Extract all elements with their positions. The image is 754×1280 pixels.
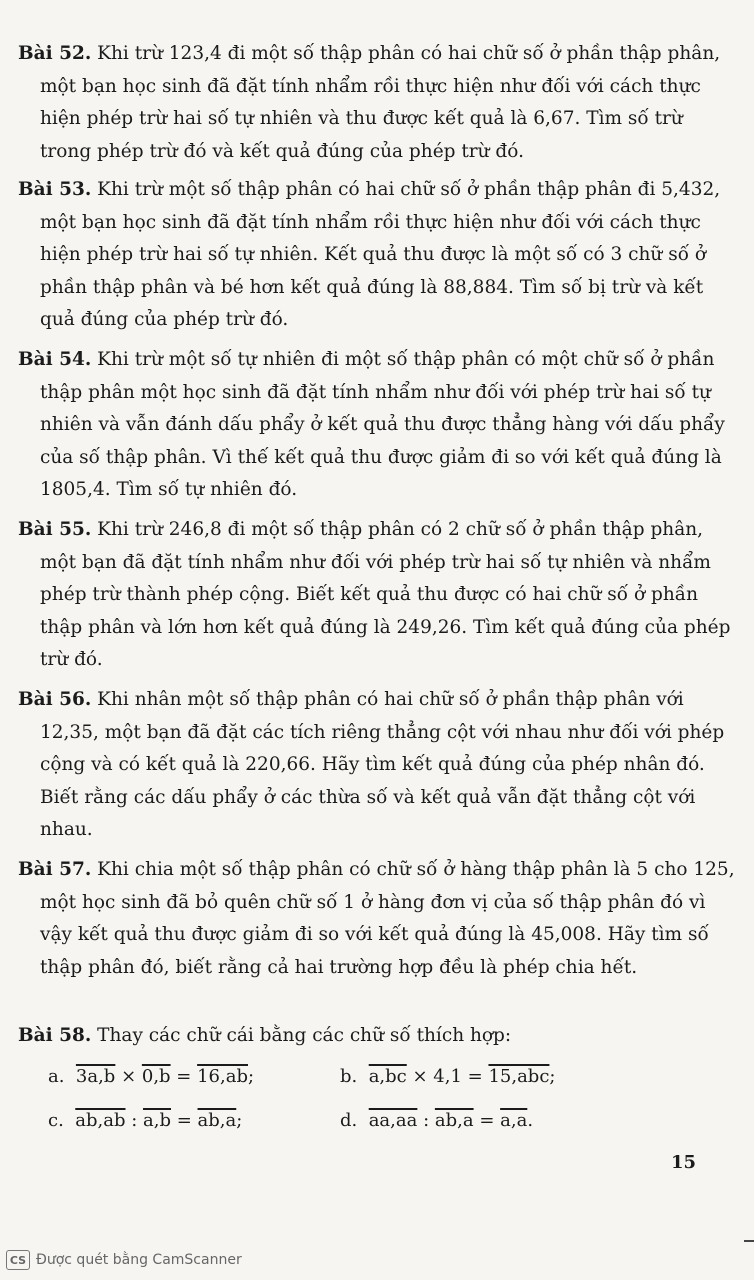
edge-mark [744,1240,754,1242]
overlined-number: ab,ab [75,1110,126,1131]
watermark-text: Được quét bằng CamScanner [36,1252,242,1268]
overlined-number: ab,a [434,1110,474,1131]
problem-text: Thay các chữ cái bằng các chữ số thích hợp: [97,1025,512,1046]
overlined-number: 16,ab [197,1066,248,1087]
overlined-number: a,bc [368,1066,407,1087]
problem-52 [18,38,736,168]
equation-a: a. 3a,b × 0,b = 16,ab; [48,1066,255,1087]
problem-55 [18,514,736,677]
overlined-number: aa,aa [368,1110,418,1131]
problem-label: Bài 55. [18,519,92,540]
problem-text: Khi trừ 123,4 đi một số thập phân có hai chữ số ở phần thập phân, một bạn học sinh đã đặt tính nhẩm rồi thực hiện như đối với cách thực hiện phép trừ hai số tự nhiên và thu được kết quả là 6,67. Tìm số trừ trong phép trừ đó và kết quả đúng của phép trừ đó. [40,43,721,162]
problem-53 [18,174,736,337]
overlined-number: 3a,b [75,1066,116,1087]
problem-56 [18,684,736,847]
overlined-number: 15,abc [488,1066,550,1087]
problem-label: Bài 56. [18,689,92,710]
problem-text: Khi trừ một số thập phân có hai chữ số ở phần thập phân đi 5,432, một bạn học sinh đã đặt tính nhẩm rồi thực hiện như đối với cách thực hiện phép trừ hai số tự nhiên. Kết quả thu được là một số có 3 chữ số ở phần thập phân và bé hơn kết quả đúng là 88,884. Tìm số bị trừ và kết quả đúng của phép trừ đó. [40,179,721,330]
problem-text: Khi trừ 246,8 đi một số thập phân có 2 chữ số ở phần thập phân, một bạn đã đặt tính nhẩm như đối với phép trừ hai số tự nhiên và nhẩm phép trừ thành phép cộng. Biết kết quả thu được có hai chữ số ở phần thập phân và lớn hơn kết quả đúng là 249,26. Tìm kết quả đúng của phép trừ đó. [40,519,731,670]
overlined-number: 0,b [141,1066,171,1087]
problem-58 [18,1020,736,1053]
camscanner-icon: CS [6,1250,30,1270]
problem-label: Bài 54. [18,349,92,370]
problem-54 [18,344,736,507]
problem-text: Khi trừ một số tự nhiên đi một số thập phân có một chữ số ở phần thập phân một học sinh đã đặt tính nhẩm như đối với phép trừ hai số tự nhiên và vẫn đánh dấu phẩy ở kết quả thu được thẳng hàng với dấu phẩy của số thập phân. Vì thế kết quả thu được giảm đi so với kết quả đúng là 1805,4. Tìm số tự nhiên đó. [40,349,725,500]
problem-57 [18,854,736,984]
problem-label: Bài 52. [18,43,92,64]
problem-text: Khi nhân một số thập phân có hai chữ số ở phần thập phân với 12,35, một bạn đã đặt các tích riêng thẳng cột với nhau như đối với phép cộng và có kết quả là 220,66. Hãy tìm kết quả đúng của phép nhân đó. Biết rằng các dấu phẩy ở các thừa số và kết quả vẫn đặt thẳng cột với nhau. [40,689,725,840]
problem-label: Bài 57. [18,859,92,880]
overlined-number: a,a [500,1110,528,1131]
equation-d: d. aa,aa : ab,a = a,a. [340,1110,534,1131]
problem-label: Bài 53. [18,179,92,200]
equation-c: c. ab,ab : a,b = ab,a; [48,1110,243,1131]
camscanner-watermark [6,1250,242,1270]
problem-text: Khi chia một số thập phân có chữ số ở hàng thập phân là 5 cho 125, một học sinh đã bỏ quên chữ số 1 ở hàng đơn vị của số thập phân đó vì vậy kết quả thu được giảm đi so với kết quả đúng là 45,008. Hãy tìm số thập phân đó, biết rằng cả hai trường hợp đều là phép chia hết. [40,859,735,978]
page-number: 15 [670,1152,696,1173]
overlined-number: ab,a [197,1110,237,1131]
overlined-number: a,b [143,1110,171,1131]
equation-b: b. a,bc × 4,1 = 15,abc; [340,1066,556,1087]
problem-label: Bài 58. [18,1025,92,1046]
